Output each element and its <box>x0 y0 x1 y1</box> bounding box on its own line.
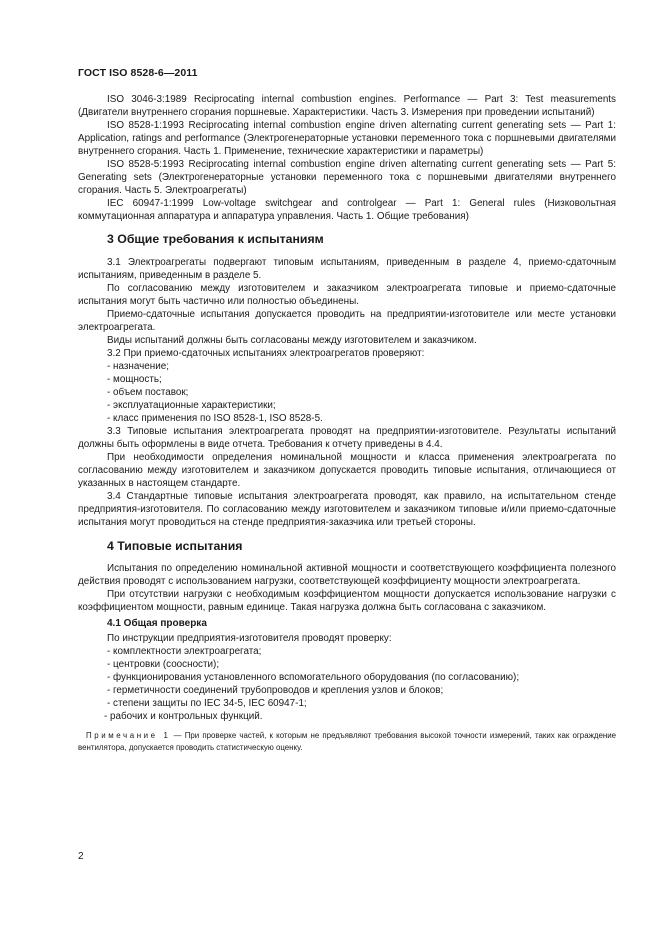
section-4-paragraph-1: Испытания по определению номинальной активной мощности и соответствующего коэффициента полезного действия проводят с использованием нагрузки, соответствующей коэффициенту мощности электроагрегата. <box>78 562 616 587</box>
section-3-3-paragraph: 3.3 Типовые испытания электроагрегата проводят на предприятии-изготовителе. Результаты испытаний должны быть оформлены в виде отчета. Требования к отчету приведены в 4.4. <box>78 426 616 451</box>
section-3-paragraph-7: При необходимости определения номинальной мощности и класса применения электроагрегата по согласованию между изготовителем и заказчиком допускается проводить типовые испытания, отличающиеся от указанных в настоящем стандарте. <box>78 452 616 490</box>
section-4-paragraph-2: При отсутствии нагрузки с необходимым коэффициентом мощности допускается использование нагрузки с коэффициентом мощности, равным единице. Такая нагрузка должна быть согласована с заказчиком. <box>78 588 616 613</box>
section-3-1-paragraph: 3.1 Электроагрегаты подвергают типовым испытаниям, приведенным в разделе 4, приемо-сдаточным испытаниям, приведенным в разделе 5. <box>78 256 616 281</box>
list-item: - комплектности электроагрегата; <box>107 645 262 657</box>
section-4-heading: 4 Типовые испытания <box>107 538 243 553</box>
page-number: 2 <box>78 851 84 862</box>
document-header: ГОСТ ISO 8528-6—2011 <box>78 67 198 79</box>
section-3-paragraph-3: Приемо-сдаточные испытания допускается проводить на предприятии-изготовителе или месте установки электроагрегата. <box>78 308 616 333</box>
note-text: — При проверке частей, к которым не предъявляют требования высокой точности измерений, таких как ограждение вентилятора, допускается проводить статистическую оценку. <box>78 731 617 752</box>
note-1 <box>78 730 616 753</box>
list-item: - рабочих и контрольных функций. <box>104 711 263 723</box>
reference-iso-8528-5: ISO 8528-5:1993 Reciprocating internal combustion engine driven alternating current generating sets — Part 5: Generating sets (Электрогенераторные установки переменного тока с поршневыми двигателями внутреннего сгорания. Часть 5. Электроагрегаты) <box>78 159 616 197</box>
list-item: - класс применения по ISO 8528-1, ISO 8528-5. <box>107 413 323 425</box>
list-item: - функционирования установленного вспомогательного оборудования (по согласованию); <box>107 671 520 683</box>
list-item: - объем поставок; <box>107 386 189 398</box>
section-3-heading: 3 Общие требования к испытаниям <box>107 232 324 247</box>
document-body <box>78 93 616 761</box>
section-4-1-paragraph: По инструкции предприятия-изготовителя проводят проверку: <box>107 632 392 644</box>
section-3-4-paragraph: 3.4 Стандартные типовые испытания электроагрегата проводят, как правило, на испытательном стенде предприятия-изготовителя. По согласованию между изготовителем и заказчиком типовые и/или приемо-сдаточные испытания могут проводиться на стенде предприятия-заказчика или третьей стороны. <box>78 491 616 529</box>
list-item: - герметичности соединений трубопроводов и крепления узлов и блоков; <box>107 684 444 696</box>
reference-iec-60947-1: IEC 60947-1:1999 Low-voltage switchgear and controlgear — Part 1: General rules (Низковольтная коммутационная аппаратура и аппаратура управления. Часть 1. Общие требования) <box>78 198 616 223</box>
list-item: - эксплуатационные характеристики; <box>107 400 276 412</box>
reference-iso-8528-1: ISO 8528-1:1993 Reciprocating internal combustion engine driven alternating current generating sets — Part 1: Application, ratings and performance (Электрогенераторные установки переменного тока с поршневыми двигателями внутреннего сгорания. Часть 1. Применение, технические характеристики и параметры) <box>78 120 616 158</box>
reference-iso-3046-3: ISO 3046-3:1989 Reciprocating internal combustion engines. Performance — Part 3: Test measurements (Двигатели внутреннего сгорания поршневые. Характеристики. Часть 3. Измерения при проведении испытаний) <box>78 94 616 119</box>
list-item: - назначение; <box>107 360 169 372</box>
section-3-2-paragraph: 3.2 При приемо-сдаточных испытаниях электроагрегатов проверяют: <box>107 347 425 359</box>
list-item: - центровки (соосности); <box>107 658 220 670</box>
list-item: - мощность; <box>107 373 162 385</box>
section-3-paragraph-4: Виды испытаний должны быть согласованы между изготовителем и заказчиком. <box>107 334 477 346</box>
list-item: - степени защиты по IEC 34-5, IEC 60947-1; <box>107 698 307 710</box>
note-label: Примечание 1 <box>86 731 171 741</box>
section-3-paragraph-2: По согласованию между изготовителем и заказчиком электроагрегата типовые и приемо-сдаточные испытания могут быть частично или полностью объединены. <box>78 282 616 307</box>
section-4-1-heading: 4.1 Общая проверка <box>107 617 207 629</box>
